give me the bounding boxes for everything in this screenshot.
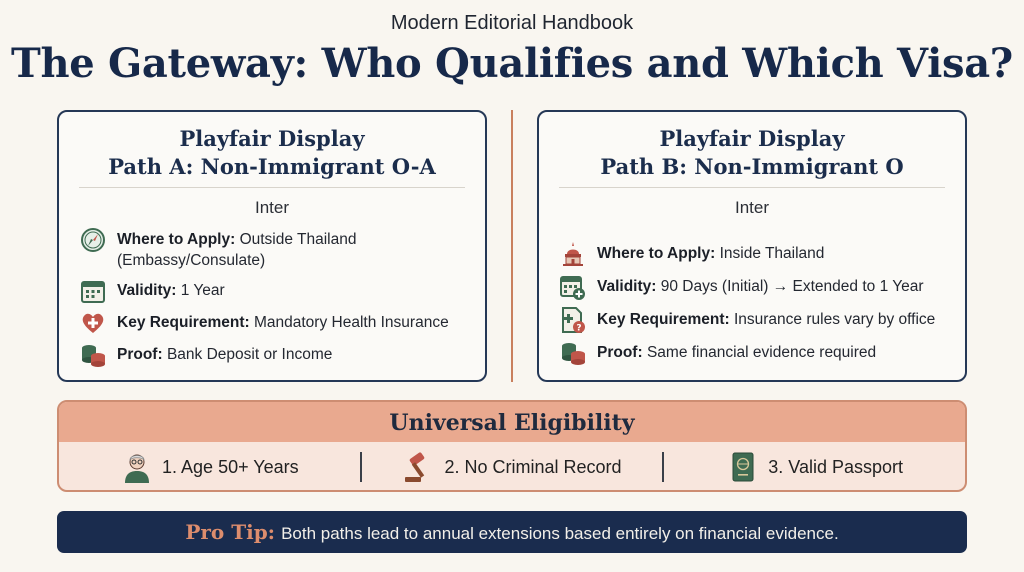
eligibility-items [59,442,965,492]
path-b-row-requirement [559,309,951,334]
kicker: Modern Editorial Handbook [390,12,634,34]
path-b-row-proof [559,342,951,367]
pro-tip-label: Pro Tip: [185,520,276,544]
path-a-validity-label: Validity: [117,282,177,299]
path-a-proof-label: Proof: [117,346,163,363]
path-a-row-where [79,229,471,271]
calendar-icon [79,277,107,305]
path-a-validity-value: 1 Year [180,282,225,299]
path-b-title: Path B: Non-Immigrant O [600,154,904,179]
temple-icon [559,240,587,268]
document-medical-icon [559,306,587,334]
compass-icon [79,226,107,254]
path-b-proof-value: Same financial evidence required [646,344,877,361]
path-b-sub-label: Inter [734,198,770,217]
path-b-where-value: Inside Thailand [719,245,825,262]
path-a-proof-value: Bank Deposit or Income [166,346,333,363]
path-a-sub-label: Inter [254,198,290,217]
path-a-row-validity [79,280,471,305]
path-b-requirement-value: Insurance rules vary by office [733,311,936,328]
eligibility-age-label: 1. Age 50+ Years [162,456,299,477]
path-b-requirement-label: Key Requirement: [597,311,730,328]
eligibility-passport-label: 3. Valid Passport [768,456,904,477]
path-a-row-proof [79,344,471,369]
path-a-font-label: Playfair Display [179,126,365,151]
eligibility-panel [57,400,967,492]
path-b-validity-value: 90 Days (Initial) → Extended to 1 Year [660,278,924,295]
column-divider [511,110,513,382]
path-a-title: Path A: Non-Immigrant O-A [108,154,436,179]
coins-icon [559,339,587,367]
passport-icon [726,450,760,484]
path-b-where-label: Where to Apply: [597,245,716,262]
eligibility-item-age [59,450,360,484]
path-a-where-label: Where to Apply: [117,231,236,248]
path-b-rule [559,187,945,188]
page-title: The Gateway: Who Qualifies and Which Visa? [11,40,1013,87]
path-a-card [57,110,487,382]
path-b-validity-label: Validity: [597,278,657,295]
path-b-proof-label: Proof: [597,344,643,361]
path-b-row-where [559,243,951,268]
calendar-plus-icon [559,273,587,301]
pro-tip-banner [57,511,967,553]
heart-plus-icon [79,309,107,337]
eligibility-title: Universal Eligibility [59,402,965,442]
coins-icon [79,341,107,369]
gavel-icon [402,450,436,484]
pro-tip-text: Both paths lead to annual extensions based entirely on financial evidence. [281,524,839,543]
path-b-font-label: Playfair Display [659,126,845,151]
path-a-where-value: Outside Thailand (Embassy/Consulate) [117,231,357,269]
path-b-card [537,110,967,382]
elderly-person-icon [120,450,154,484]
path-a-requirement-value: Mandatory Health Insurance [253,314,449,331]
eligibility-item-record [362,450,663,484]
eligibility-record-label: 2. No Criminal Record [444,456,622,477]
path-a-row-requirement [79,312,471,337]
path-a-rule [79,187,465,188]
path-b-row-validity [559,276,951,301]
svg-text:?: ? [576,323,582,334]
eligibility-item-passport [664,450,965,484]
path-a-requirement-label: Key Requirement: [117,314,250,331]
